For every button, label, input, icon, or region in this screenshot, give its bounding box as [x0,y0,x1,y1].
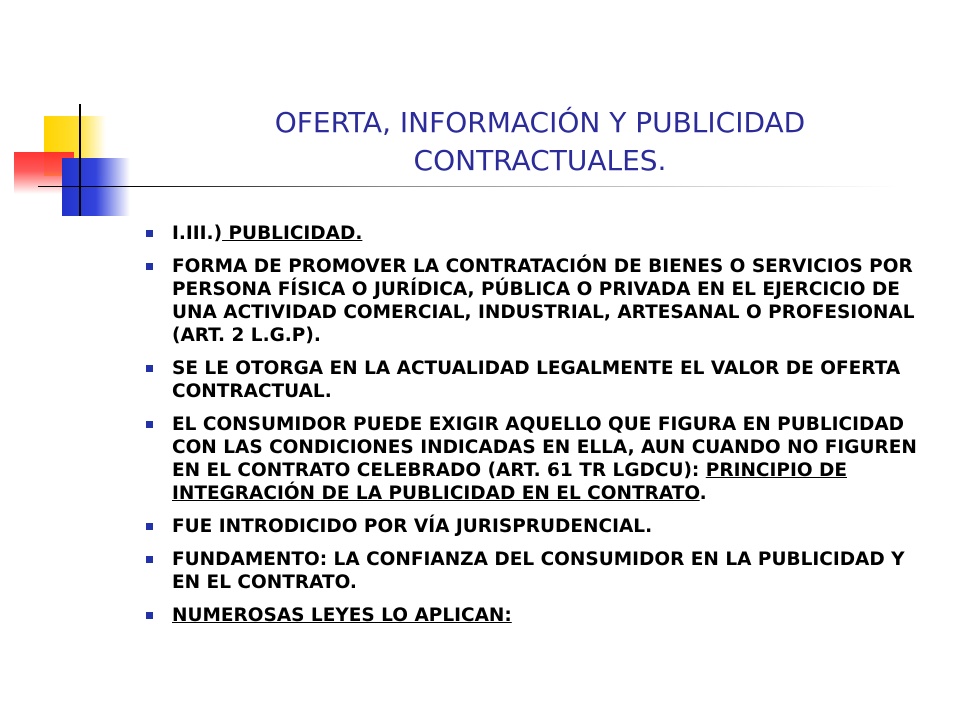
bullet-square-icon [146,263,153,270]
title-underline-rule [38,186,900,187]
bullet-item [146,604,926,627]
bullet-text: EL CONSUMIDOR PUEDE EXIGIR AQUELLO QUE FIGURA EN PUBLICIDAD CON LAS CONDICIONES INDICADAS EN ELLA, AUN CUANDO NO FIGUREN EN EL CONTRATO CELEBRADO (ART. 61 TR LGDCU): [172,414,917,481]
bullet-item [146,413,926,505]
bullet-square-icon [146,421,153,428]
bullet-square-icon [146,230,153,237]
bullet-item [146,255,926,347]
bullet-item [146,222,926,245]
decorative-blue-square [62,158,130,216]
bullet-item [146,548,926,594]
bullet-underlined-text: PUBLICIDAD. [222,223,363,244]
bullet-square-icon [146,523,153,530]
bullet-list [146,222,926,637]
bullet-square-icon [146,612,153,619]
bullet-text: FUE INTRODICIDO POR VÍA JURISPRUDENCIAL. [172,516,653,537]
bullet-item [146,357,926,403]
bullet-item [146,515,926,538]
bullet-text: FUNDAMENTO: LA CONFIANZA DEL CONSUMIDOR EN LA PUBLICIDAD Y EN EL CONTRATO. [172,549,905,593]
bullet-text: FORMA DE PROMOVER LA CONTRATACIÓN DE BIENES O SERVICIOS POR PERSONA FÍSICA O JURÍDICA, PÚBLICA O PRIVADA EN EL EJERCICIO DE UNA ACTIVIDAD COMERCIAL, INDUSTRIAL, ARTESANAL O PROFESIONAL (ART. 2 L.G.P). [172,256,915,346]
bullet-text: SE LE OTORGA EN LA ACTUALIDAD LEGALMENTE EL VALOR DE OFERTA CONTRACTUAL. [172,358,901,402]
decorative-vertical-line [79,104,81,216]
slide-title: OFERTA, INFORMACIÓN Y PUBLICIDAD CONTRACTUALES. [274,106,806,177]
bullet-suffix: . [699,483,707,504]
bullet-square-icon [146,556,153,563]
bullet-underlined-text: NUMEROSAS LEYES LO APLICAN: [172,605,512,626]
bullet-prefix: I.III.) [172,223,223,244]
bullet-square-icon [146,365,153,372]
bullet-underlined-text: PRINCIPIO DE INTEGRACIÓN DE LA PUBLICIDAD EN EL CONTRATO [172,460,847,504]
